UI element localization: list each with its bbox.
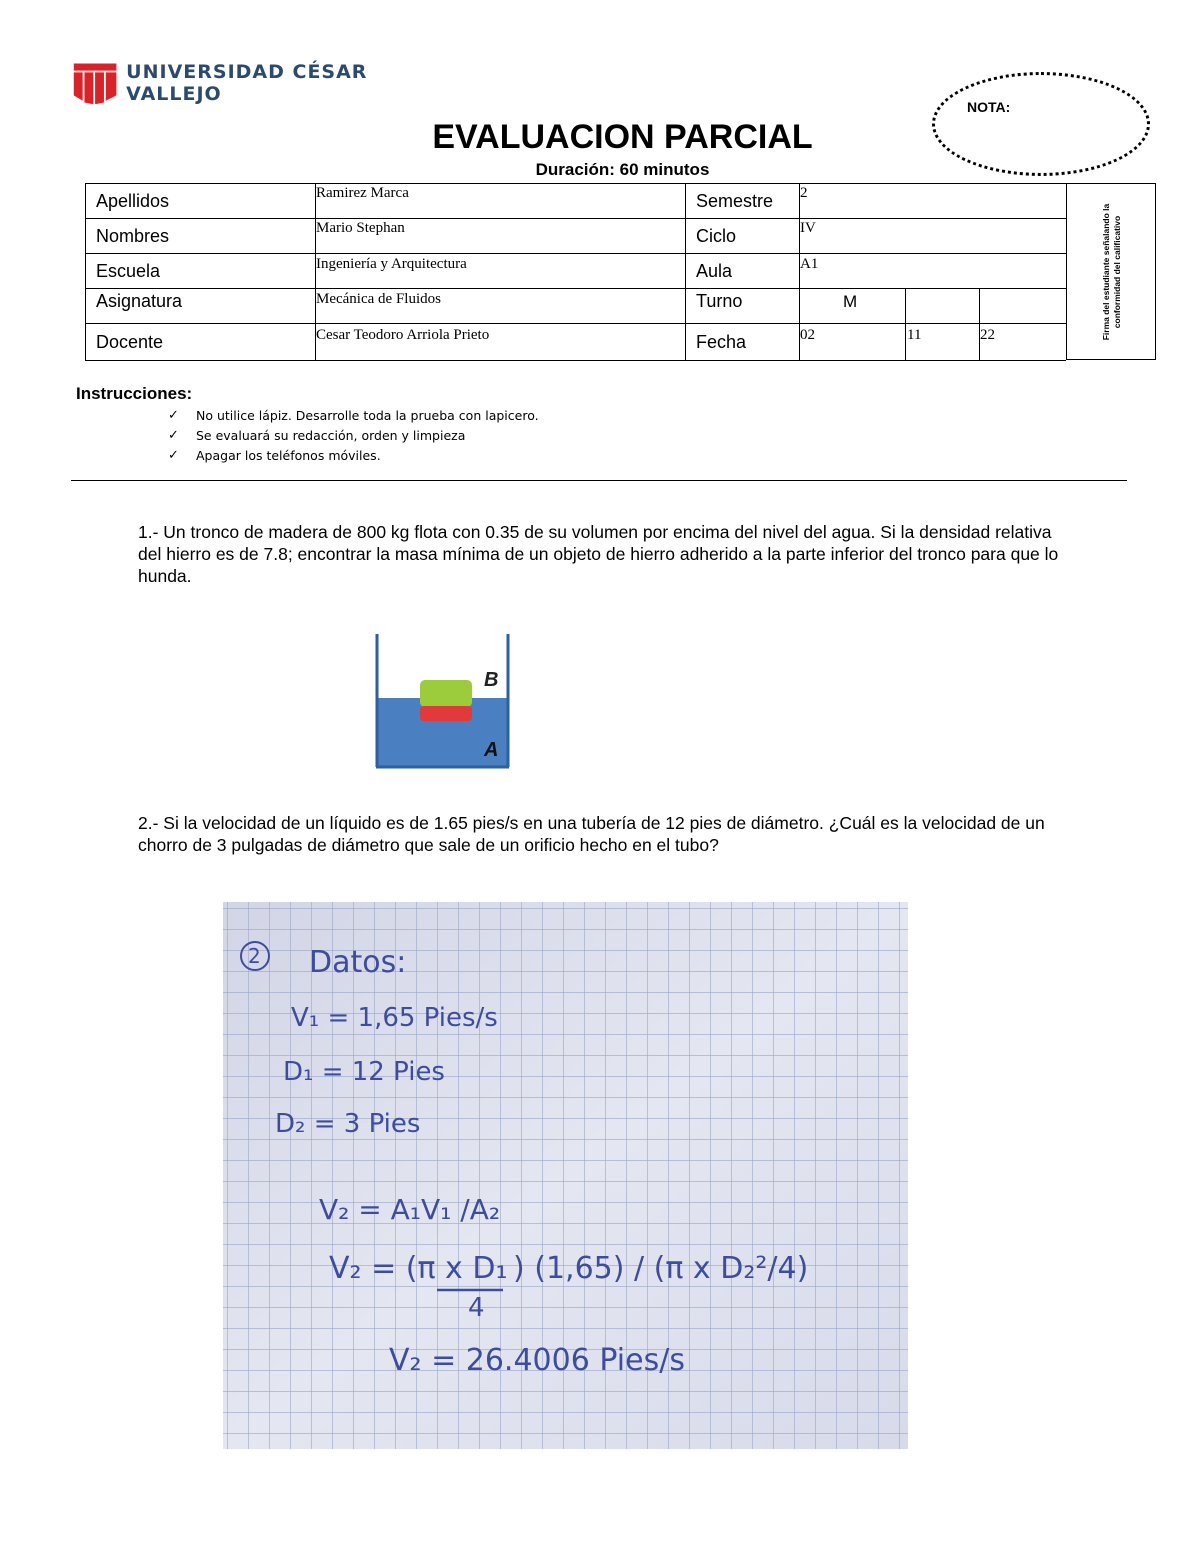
page-title: EVALUACION PARCIAL xyxy=(432,118,813,156)
label-aula: Aula xyxy=(696,261,733,281)
label-b: B xyxy=(484,669,499,691)
question-2: 2.- Si la velocidad de un líquido es de 1.65 pies/s en una tubería de 12 pies de diámetro. ¿Cuál es la velocidad de un chorro de 3 pulgadas de diámetro que sale de un orificio hecho en el tubo? xyxy=(138,813,1045,855)
table-line xyxy=(85,323,1066,324)
value-turno: M xyxy=(843,292,858,311)
label-turno: Turno xyxy=(696,291,743,311)
table-line xyxy=(85,183,86,361)
checkmark-icon: ✓ xyxy=(168,407,179,423)
list-item xyxy=(168,445,539,465)
university-logo xyxy=(72,55,432,110)
hw-line-4: V₂ = A₁V₁ /A₂ xyxy=(319,1193,501,1226)
hw-line-3: D₂ = 3 Pies xyxy=(275,1109,421,1139)
floating-block-diagram xyxy=(370,630,515,770)
value-fecha-mes: 11 xyxy=(907,327,922,343)
value-nombres: Mario Stephan xyxy=(316,220,405,236)
label-semestre: Semestre xyxy=(696,191,774,211)
label-nombres: Nombres xyxy=(96,226,170,246)
hw-line-2: D₁ = 12 Pies xyxy=(283,1057,445,1087)
hw-line-1: V₁ = 1,65 Pies/s xyxy=(291,1003,498,1033)
checkmark-icon: ✓ xyxy=(168,447,179,463)
section-divider xyxy=(71,480,1127,481)
instructions-list xyxy=(168,405,539,465)
value-fecha-anio: 22 xyxy=(980,327,995,343)
table-line xyxy=(85,183,1066,184)
label-escuela: Escuela xyxy=(96,261,161,281)
signature-note: Firma del estudiante señalando la conformidad del calificativo xyxy=(1101,203,1122,341)
ucv-emblem-icon xyxy=(72,57,118,109)
table-line xyxy=(85,288,1066,289)
question-1: 1.- Un tronco de madera de 800 kg flota con 0.35 de su volumen por encima del nivel del agua. Si la densidad relativa del hierro es de 7.8; encontrar la masa mínima de un objeto de hierro adherido a la parte inferior del tronco para que lo hunda. xyxy=(138,522,1059,586)
value-docente: Cesar Teodoro Arriola Prieto xyxy=(316,327,490,343)
block-bottom xyxy=(420,706,472,721)
value-fecha-dia: 02 xyxy=(800,327,815,343)
instructions-title: Instrucciones: xyxy=(76,384,193,403)
table-line xyxy=(85,218,1066,219)
value-apellidos: Ramirez Marca xyxy=(316,185,409,201)
grade-label: NOTA: xyxy=(967,99,1011,115)
list-item xyxy=(168,405,539,425)
value-asignatura: Mecánica de Fluidos xyxy=(316,291,441,307)
block-top xyxy=(420,680,472,707)
page-subtitle: Duración: 60 minutos xyxy=(535,160,710,179)
label-a: A xyxy=(484,739,499,761)
hw-line-5-right: ) (1,65) / (π x D₂²/4) xyxy=(513,1251,809,1286)
hw-line-6: V₂ = 26.4006 Pies/s xyxy=(389,1343,685,1378)
hw-line-5-left: V₂ = (π x D₁ xyxy=(329,1251,508,1286)
signature-box xyxy=(1066,183,1156,360)
value-semestre: 2 xyxy=(800,185,808,201)
hw-line-5-denominator: 4 xyxy=(468,1293,485,1323)
instruction-text: Se evaluará su redacción, orden y limpieza xyxy=(196,427,466,443)
handwritten-solution-photo xyxy=(223,902,908,1449)
hw-number: 2 xyxy=(248,944,261,968)
label-ciclo: Ciclo xyxy=(696,226,737,246)
instruction-text: No utilice lápiz. Desarrolle toda la prueba con lapicero. xyxy=(196,407,539,423)
label-fecha: Fecha xyxy=(696,332,747,352)
value-ciclo: IV xyxy=(800,220,816,236)
table-line xyxy=(85,253,1066,254)
student-info-table xyxy=(85,183,1157,361)
table-line xyxy=(905,288,906,361)
label-asignatura: Asignatura xyxy=(96,291,183,311)
university-name: UNIVERSIDAD CÉSAR VALLEJO xyxy=(126,60,368,105)
list-item xyxy=(168,425,539,445)
value-aula: A1 xyxy=(800,256,819,272)
label-docente: Docente xyxy=(96,332,164,352)
value-escuela: Ingeniería y Arquitectura xyxy=(316,256,467,272)
instruction-text: Apagar los teléfonos móviles. xyxy=(196,447,381,463)
table-line xyxy=(979,288,980,361)
checkmark-icon: ✓ xyxy=(168,427,179,443)
hw-heading: Datos: xyxy=(309,945,407,980)
grade-box xyxy=(932,72,1150,176)
table-line xyxy=(85,360,1066,361)
table-line xyxy=(685,183,686,361)
label-apellidos: Apellidos xyxy=(96,191,170,211)
